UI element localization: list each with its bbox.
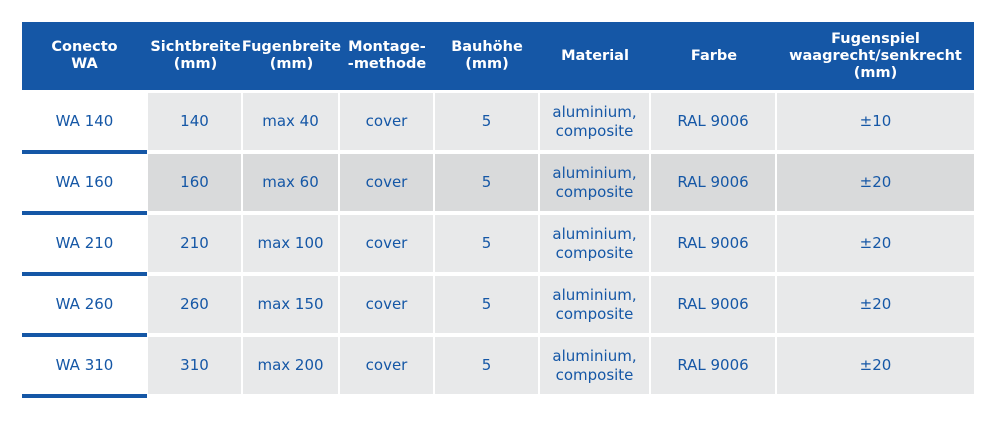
cell-fugenbreite: max 200 [243,337,338,394]
cell-fugenbreite: max 100 [243,215,338,272]
cell-bauhoehe: 5 [435,337,538,394]
cell-farbe: RAL 9006 [651,337,775,394]
header-sichtbreite: Sichtbreite (mm) [150,39,241,72]
cell-fugenbreite: max 40 [243,93,338,150]
cell-farbe: RAL 9006 [651,154,775,211]
cell-material: aluminium, composite [540,93,649,150]
cell-fugenspiel: ±20 [777,276,974,333]
table-header [22,22,974,90]
table-row [22,215,974,276]
cell-material: aluminium, composite [540,276,649,333]
cell-farbe: RAL 9006 [651,276,775,333]
header-montagemethode: Montage- -methode [347,39,427,72]
cell-sichtbreite: 160 [148,154,241,211]
cell-fugenbreite: max 60 [243,154,338,211]
table-row [22,154,974,215]
cell-material: aluminium, composite [540,337,649,394]
cell-model: WA 210 [22,215,147,272]
cell-fugenspiel: ±20 [777,215,974,272]
cell-model: WA 310 [22,337,147,394]
cell-bauhoehe: 5 [435,93,538,150]
header-conecto-wa: Conecto WA [51,39,118,72]
header-fugenspiel: Fugenspiel waagrecht/senkrecht (mm) [789,30,962,81]
cell-fugenspiel: ±20 [777,337,974,394]
cell-montagemethode: cover [340,215,433,272]
table-row [22,337,974,398]
product-spec-table [22,22,974,400]
cell-montagemethode: cover [340,337,433,394]
cell-model: WA 260 [22,276,147,333]
cell-bauhoehe: 5 [435,276,538,333]
table-row [22,276,974,337]
cell-fugenspiel: ±20 [777,154,974,211]
table-row [22,93,974,154]
row-divider [22,394,147,398]
header-material: Material [561,47,629,64]
cell-sichtbreite: 260 [148,276,241,333]
cell-montagemethode: cover [340,93,433,150]
header-fugenbreite: Fugenbreite (mm) [241,39,342,72]
cell-fugenspiel: ±10 [777,93,974,150]
header-bauhoehe: Bauhöhe (mm) [451,39,523,72]
cell-farbe: RAL 9006 [651,93,775,150]
cell-material: aluminium, composite [540,215,649,272]
cell-fugenbreite: max 150 [243,276,338,333]
cell-model: WA 160 [22,154,147,211]
cell-montagemethode: cover [340,154,433,211]
cell-bauhoehe: 5 [435,154,538,211]
cell-material: aluminium, composite [540,154,649,211]
header-farbe: Farbe [690,47,738,64]
cell-sichtbreite: 310 [148,337,241,394]
cell-farbe: RAL 9006 [651,215,775,272]
cell-sichtbreite: 140 [148,93,241,150]
cell-sichtbreite: 210 [148,215,241,272]
cell-montagemethode: cover [340,276,433,333]
cell-bauhoehe: 5 [435,215,538,272]
cell-model: WA 140 [22,93,147,150]
